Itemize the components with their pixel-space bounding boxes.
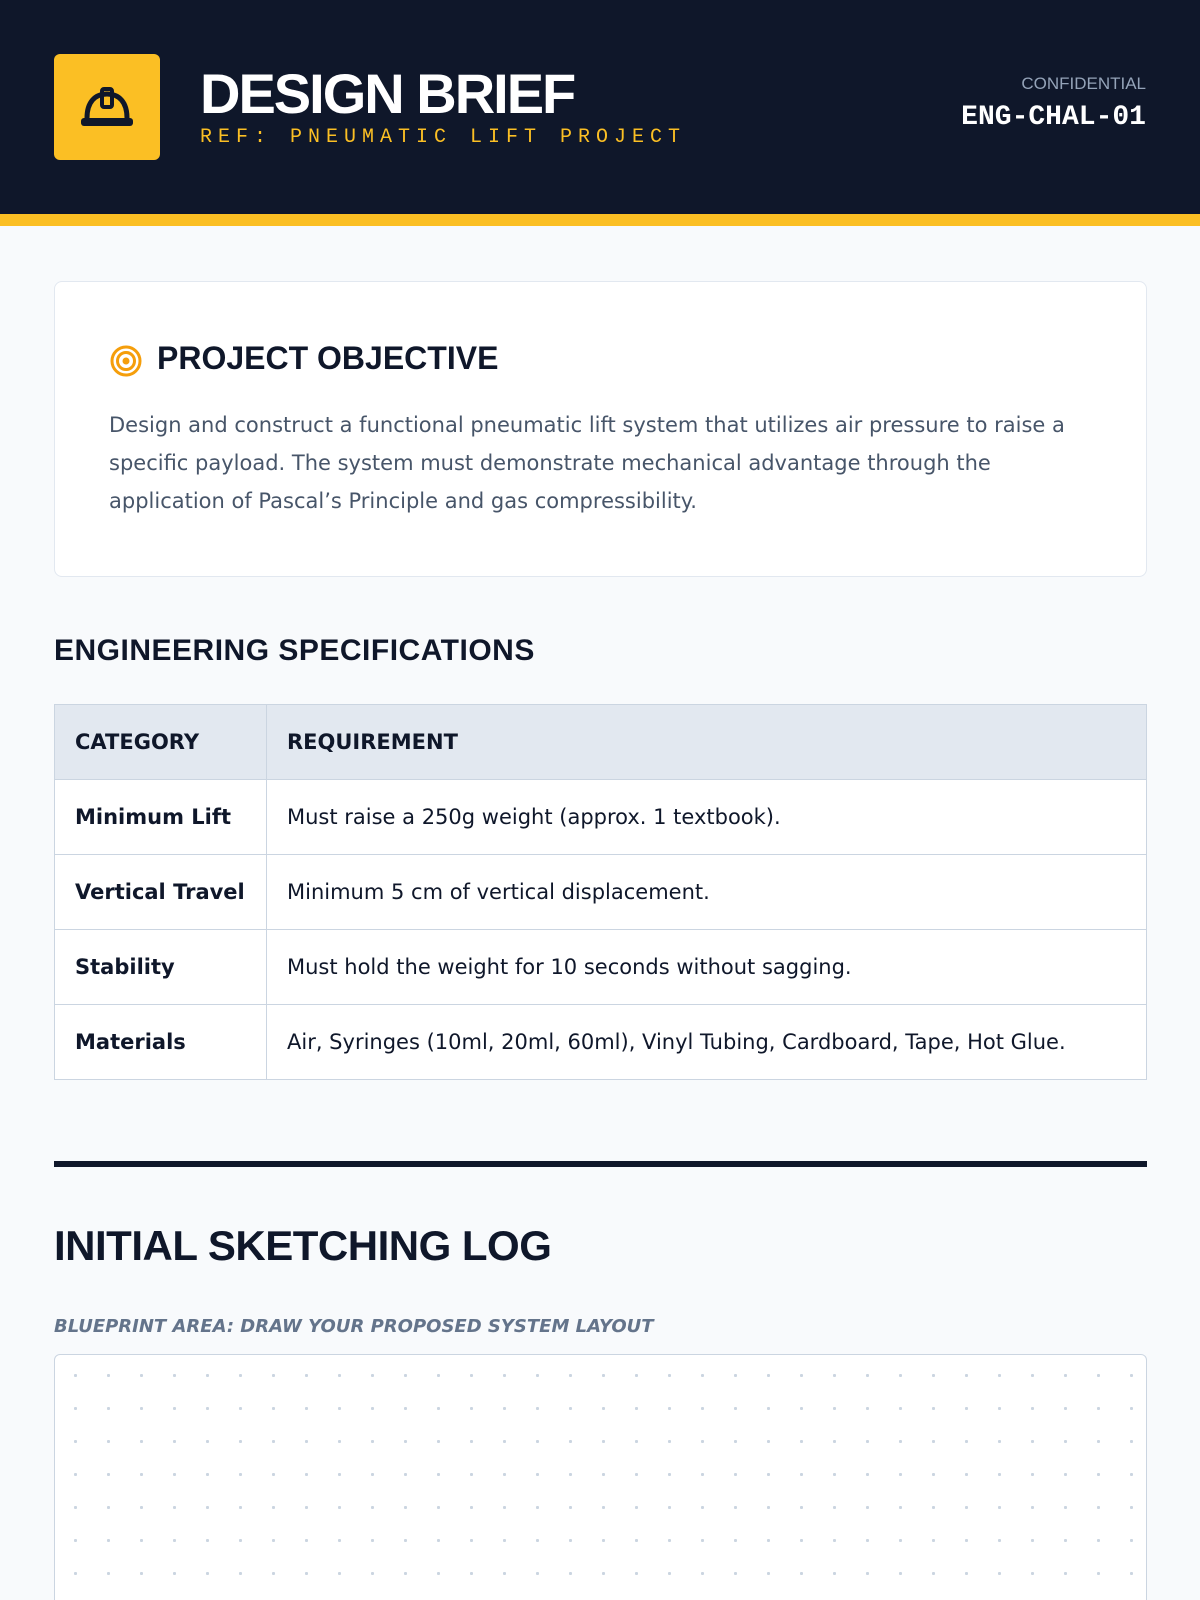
page-title: DESIGN BRIEF bbox=[200, 62, 575, 125]
blueprint-label: BLUEPRINT AREA: DRAW YOUR PROPOSED SYSTEM LAYOUT bbox=[54, 1316, 654, 1337]
column-header-category: CATEGORY bbox=[55, 705, 267, 780]
sketching-heading: INITIAL SKETCHING LOG bbox=[54, 1222, 552, 1269]
table-row bbox=[55, 930, 1147, 1005]
target-icon bbox=[109, 344, 143, 378]
objective-text: Design and construct a functional pneumatic lift system that utilizes air pressure to raise a specific payload. The system must demonstrate mechanical advantage through the application of Pascal’s Principle and gas compressibility. bbox=[109, 413, 1065, 513]
table-row bbox=[55, 855, 1147, 930]
section-divider bbox=[54, 1161, 1147, 1167]
table-row bbox=[55, 780, 1147, 855]
row-requirement: Air, Syringes (10ml, 20ml, 60ml), Vinyl Tubing, Cardboard, Tape, Hot Glue. bbox=[267, 1005, 1147, 1080]
table-header-row bbox=[55, 705, 1147, 780]
table-row bbox=[55, 1005, 1147, 1080]
row-requirement: Must hold the weight for 10 seconds without sagging. bbox=[267, 930, 1147, 1005]
specifications-heading: ENGINEERING SPECIFICATIONS bbox=[54, 634, 535, 667]
hard-hat-icon bbox=[77, 82, 137, 132]
row-category: Materials bbox=[55, 1005, 267, 1080]
objective-title: PROJECT OBJECTIVE bbox=[157, 340, 499, 376]
column-header-requirement: REQUIREMENT bbox=[267, 705, 1147, 780]
row-category: Stability bbox=[55, 930, 267, 1005]
objective-card bbox=[54, 281, 1147, 577]
page-subtitle: REF: PNEUMATIC LIFT PROJECT bbox=[200, 126, 687, 149]
row-category: Minimum Lift bbox=[55, 780, 267, 855]
header-banner bbox=[0, 0, 1200, 214]
row-requirement: Must raise a 250g weight (approx. 1 textbook). bbox=[267, 780, 1147, 855]
blueprint-drawing-area[interactable] bbox=[54, 1354, 1147, 1600]
specifications-table bbox=[54, 704, 1147, 1080]
document-code: ENG-CHAL-01 bbox=[961, 102, 1146, 133]
row-requirement: Minimum 5 cm of vertical displacement. bbox=[267, 855, 1147, 930]
header-accent-stripe bbox=[0, 214, 1200, 226]
confidential-label: CONFIDENTIAL bbox=[1021, 74, 1146, 93]
row-category: Vertical Travel bbox=[55, 855, 267, 930]
logo-badge bbox=[54, 54, 160, 160]
